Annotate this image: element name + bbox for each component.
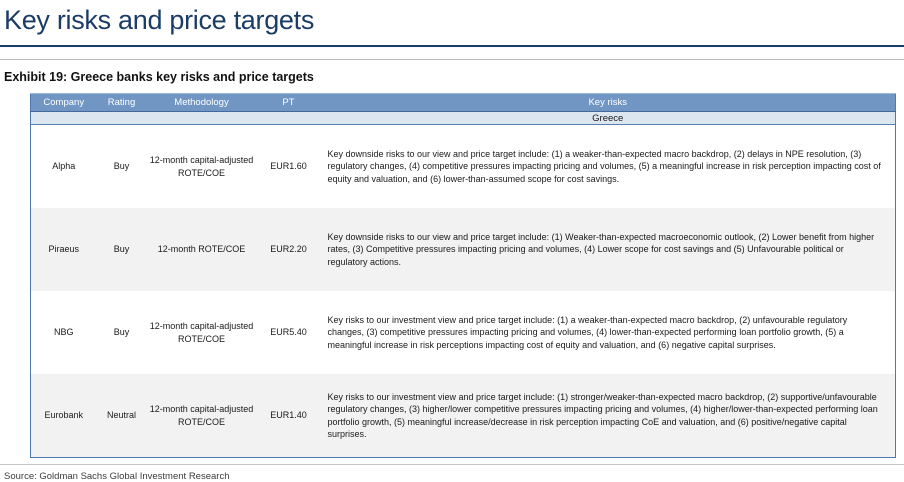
cell-pt: EUR1.60 — [257, 125, 321, 209]
cell-methodology: 12-month ROTE/COE — [147, 208, 257, 291]
cell-company: Eurobank — [31, 374, 97, 458]
column-header-company: Company — [31, 94, 97, 112]
report-page — [0, 5, 904, 482]
exhibit-table-container — [30, 93, 895, 458]
region-band-spacer — [147, 112, 257, 125]
region-band-row — [31, 112, 896, 125]
region-band-label: Greece — [321, 112, 896, 125]
table-body — [31, 125, 896, 458]
cell-rating: Buy — [97, 208, 147, 291]
cell-key-risks: Key risks to our investment view and price target include: (1) stronger/weaker-than-expected macro backdrop, (2) supportive/unfavourable regulatory changes, (3) higher/lower competitive pressures impacting pricing and volumes, (4) higher/lower-than-expected performing loan portfolio growth, (5) meaningful increase/decrease in risk perception impacting CoE and valuation, and (6) positive/negative capital surprises. — [321, 374, 896, 458]
column-header-key-risks: Key risks — [321, 94, 896, 112]
cell-key-risks: Key risks to our investment view and price target include: (1) a weaker-than-expected macro backdrop, (2) unfavourable regulatory changes, (3) competitive pressures impacting pricing and volumes, (4) lower-than-expected performing loan portfolio growth, (5) a meaningful increase in risk perceptions impacting cost of equity and valuation, and (6) negative capital surprises. — [321, 291, 896, 374]
column-header-methodology: Methodology — [147, 94, 257, 112]
table-row — [31, 208, 896, 291]
cell-company: Alpha — [31, 125, 97, 209]
cell-pt: EUR2.20 — [257, 208, 321, 291]
table-row — [31, 125, 896, 209]
column-header-rating: Rating — [97, 94, 147, 112]
cell-key-risks: Key downside risks to our view and price target include: (1) Weaker-than-expected macroeconomic outlook, (2) Lower benefit from higher rates, (3) Competitive pressures impacting pricing and volumes, (4) Lower scope for cost savings and (5) Unfavourable political or regulatory actions. — [321, 208, 896, 291]
source-attribution: Source: Goldman Sachs Global Investment Research — [4, 471, 230, 482]
region-band-spacer — [31, 112, 97, 125]
table-header-row — [31, 94, 896, 112]
cell-methodology: 12-month capital-adjusted ROTE/COE — [147, 291, 257, 374]
cell-company: NBG — [31, 291, 97, 374]
page-title: Key risks and price targets — [4, 5, 315, 35]
key-risks-table — [30, 93, 896, 458]
section-divider — [0, 59, 904, 60]
cell-rating: Buy — [97, 291, 147, 374]
source-divider — [0, 464, 904, 465]
table-row — [31, 291, 896, 374]
cell-rating: Neutral — [97, 374, 147, 458]
cell-pt: EUR1.40 — [257, 374, 321, 458]
exhibit-title: Exhibit 19: Greece banks key risks and price targets — [4, 70, 314, 84]
region-band-spacer — [257, 112, 321, 125]
column-header-pt: PT — [257, 94, 321, 112]
table-row — [31, 374, 896, 458]
title-rule — [0, 45, 904, 47]
cell-methodology: 12-month capital-adjusted ROTE/COE — [147, 125, 257, 209]
region-band-spacer — [97, 112, 147, 125]
cell-key-risks: Key downside risks to our view and price target include: (1) a weaker-than-expected macro backdrop, (2) delays in NPE resolution, (3) regulatory changes, (4) competitive pressures impacting pricing and volumes, (5) a meaningful increase in risk perception impacting cost of equity and valuation, and (6) lower-than-assumed scope for cost savings. — [321, 125, 896, 209]
cell-pt: EUR5.40 — [257, 291, 321, 374]
cell-methodology: 12-month capital-adjusted ROTE/COE — [147, 374, 257, 458]
cell-rating: Buy — [97, 125, 147, 209]
cell-company: Piraeus — [31, 208, 97, 291]
